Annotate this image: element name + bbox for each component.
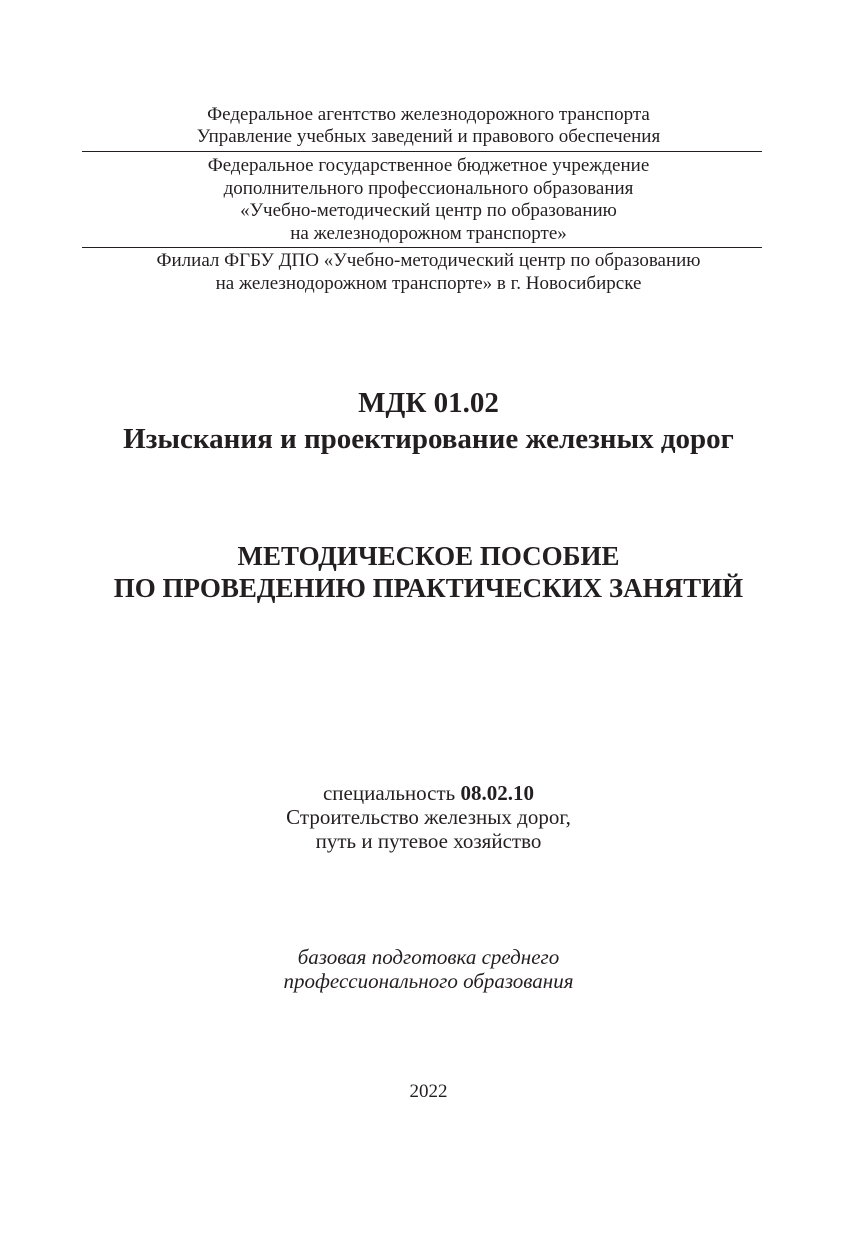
institution-line-4: на железнодорожном транспорте» — [290, 222, 567, 244]
agency-department: Управление учебных заведений и правового обеспечения — [196, 126, 661, 147]
branch-line-1: Филиал ФГБУ ДПО «Учебно-методический центр по образованию — [156, 250, 701, 271]
education-level — [0, 945, 857, 993]
specialty-code: 08.02.10 — [460, 781, 534, 805]
document-type-line-1: МЕТОДИЧЕСКОЕ ПОСОБИЕ — [237, 541, 620, 571]
institution-header — [0, 155, 857, 245]
specialty-line — [0, 781, 857, 805]
publication-year: 2022 — [409, 1081, 448, 1102]
institution-line-2: дополнительного профессионального образования — [223, 177, 634, 199]
agency-header — [0, 104, 857, 148]
agency-name: Федеральное агентство железнодорожного транспорта — [207, 104, 650, 125]
header-divider-top — [82, 151, 762, 152]
header-divider-bottom — [82, 247, 762, 248]
specialty-name-line-2: путь и путевое хозяйство — [315, 829, 542, 853]
branch-line-2: на железнодорожном транспорте» в г. Новосибирске — [215, 272, 642, 294]
education-level-line-1: базовая подготовка среднего — [297, 945, 560, 969]
document-type-line-2: ПО ПРОВЕДЕНИЮ ПРАКТИЧЕСКИХ ЗАНЯТИЙ — [113, 572, 744, 603]
branch-header — [0, 250, 857, 295]
document-type-heading — [0, 541, 857, 604]
course-title — [0, 385, 857, 457]
course-name: Изыскания и проектирование железных дорог — [123, 423, 734, 455]
specialty-block — [0, 781, 857, 853]
specialty-label: специальность — [322, 781, 456, 805]
institution-line-3: «Учебно-методический центр по образованию — [240, 200, 617, 221]
course-code: МДК 01.02 — [358, 387, 499, 419]
education-level-line-2: профессионального образования — [283, 969, 574, 993]
specialty-name-line-1: Строительство железных дорог, — [286, 805, 571, 829]
institution-line-1: Федеральное государственное бюджетное учреждение — [207, 155, 650, 176]
